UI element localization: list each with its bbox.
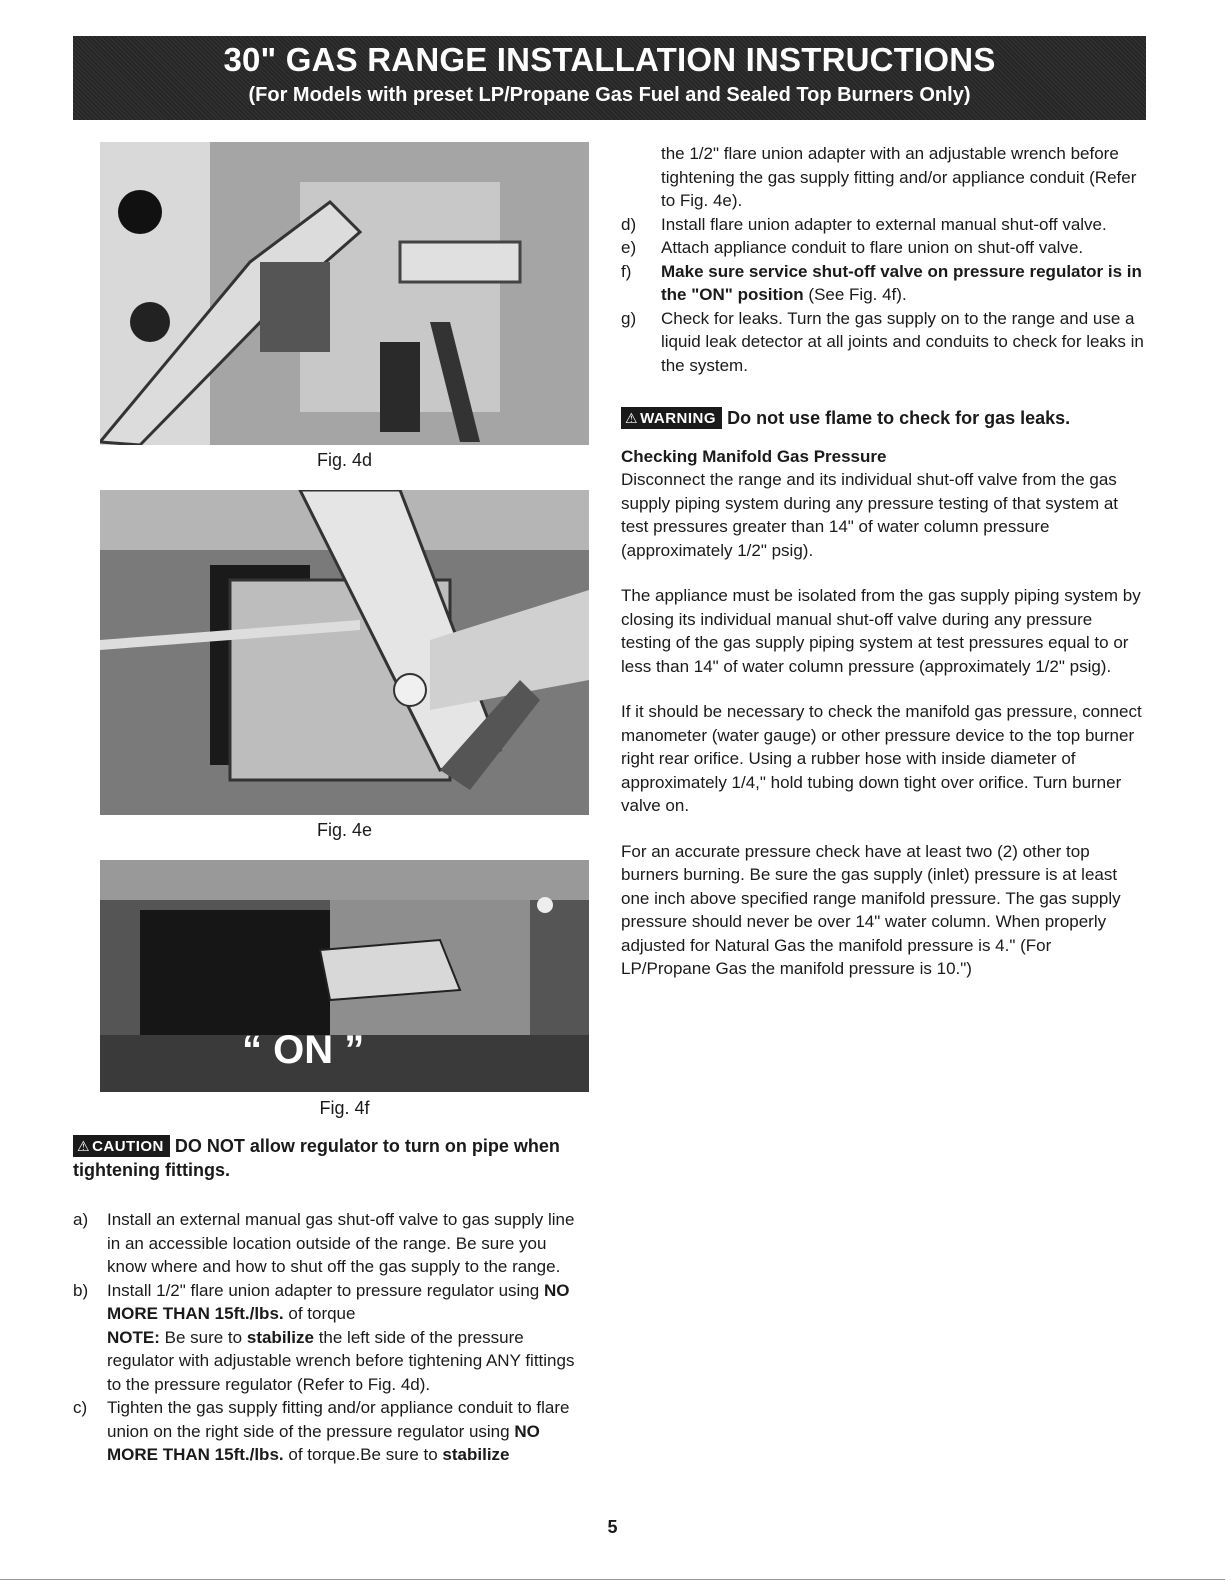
step-text: of torque [288, 1304, 356, 1323]
warning-notice [621, 407, 1144, 431]
left-column [73, 1135, 590, 1467]
step-c-continued: the 1/2" flare union adapter with an adjustable wrench before tightening the gas supply fitting and/or appliance conduit (Refer to Fig. 4e). [661, 144, 1137, 210]
manifold-paragraph: For an accurate pressure check have at least two (2) other top burners burning. Be sure the gas supply (inlet) pressure is at least one inch above specified range manifold pressure. The gas supply pressure should never be over 14" water column. When properly adjusted for Natural Gas the manifold pressure is 4." (For LP/Propane Gas the manifold pressure is 10.") [621, 841, 1121, 978]
note-text: the left side of the pressure regulator with adjustable wrench before tightening ANY fittings to the pressure regulator (Refer to Fig. 4d). [107, 1327, 575, 1394]
warning-badge-label: WARNING [640, 410, 717, 427]
step-letter: e) [621, 238, 637, 257]
note-emphasis: stabilize [246, 1327, 314, 1347]
step-letter: c) [73, 1398, 88, 1417]
warning-triangle-icon: ⚠ [625, 410, 639, 426]
page-title: 30" GAS RANGE INSTALLATION INSTRUCTIONS [223, 41, 996, 78]
page-number: 5 [607, 1517, 618, 1537]
bottom-divider [0, 1579, 1225, 1580]
step-emphasis: stabilize [442, 1445, 510, 1464]
note-label: NOTE: [107, 1327, 160, 1347]
step-text: Install flare union adapter to external manual shut-off valve. [661, 214, 1107, 234]
step-text: Tighten the gas supply fitting and/or appliance conduit to flare union on the right side of the pressure regulator using [107, 1398, 570, 1441]
manifold-paragraph: If it should be necessary to check the manifold gas pressure, connect manometer (water gauge) or other pressure device to the top burner right rear orifice. Using a rubber hose with inside diameter of approximately 1/4," hold tubing down tight over orifice. Turn burner valve on. [621, 702, 1142, 815]
step-a [73, 1208, 590, 1279]
figure-4d-photo [100, 142, 589, 445]
caution-badge [73, 1135, 170, 1157]
caution-badge-label: CAUTION [92, 1138, 164, 1155]
page-subtitle: (For Models with preset LP/Propane Gas Fuel and Sealed Top Burners Only) [248, 84, 971, 106]
figure-4f-photo [100, 860, 589, 1092]
step-e [621, 236, 1144, 260]
manifold-paragraph: The appliance must be isolated from the gas supply piping system by closing its individual manual shut-off valve during any pressure testing of the gas supply piping system at test pressures equal to or less than 14" of water column pressure (approximately 1/2" psig). [621, 586, 1141, 676]
caution-text: DO NOT allow regulator to turn on pipe when tightening fittings. [73, 1136, 560, 1180]
manifold-paragraph: Disconnect the range and its individual shut-off valve from the gas supply piping system during any pressure testing of that system at test pressures greater than 14" of water column pressure (approximately 1/2" psig). [621, 470, 1119, 560]
step-text: Install 1/2" flare union adapter to pressure regulator using [107, 1280, 540, 1300]
figure-4e-caption: Fig. 4e [316, 820, 373, 840]
note-text: Be sure to [164, 1327, 243, 1347]
header-banner [73, 36, 1146, 120]
step-f [621, 260, 1144, 307]
warning-text: Do not use flame to check for gas leaks. [727, 408, 1071, 428]
figure-4d-caption: Fig. 4d [316, 450, 373, 470]
step-letter: b) [73, 1280, 89, 1300]
section-heading: Checking Manifold Gas Pressure [621, 446, 887, 466]
step-letter: g) [621, 308, 637, 328]
right-column [621, 142, 1144, 981]
step-text: Install an external manual gas shut-off valve to gas supply line in an accessible location outside of the range. Be sure you know where and how to shut off the gas supply to the range. [107, 1210, 575, 1276]
on-position-label: “ ON ” [242, 1028, 365, 1072]
figure-4f-caption: Fig. 4f [319, 1098, 370, 1118]
figure-4e-photo [100, 490, 589, 815]
step-c [73, 1396, 590, 1467]
caution-notice [73, 1135, 590, 1182]
step-letter: f) [621, 261, 632, 281]
step-text: Check for leaks. Turn the gas supply on to the range and use a liquid leak detector at all joints and conduits to check for leaks in the system. [661, 308, 1144, 375]
step-text: (See Fig. 4f). [808, 285, 907, 304]
step-g [621, 307, 1144, 378]
step-text: Attach appliance conduit to flare union on shut-off valve. [661, 238, 1084, 257]
warning-triangle-icon: ⚠ [77, 1138, 91, 1154]
step-d [621, 213, 1144, 237]
step-letter: d) [621, 214, 637, 234]
step-text: of torque.Be sure to [288, 1445, 438, 1464]
warning-badge [621, 407, 722, 429]
step-emphasis: Make sure service shut-off valve on pressure regulator is in the "ON" position [661, 261, 1142, 304]
torque-limit: NO MORE THAN 15ft./lbs. [107, 1280, 570, 1323]
step-letter: a) [73, 1210, 89, 1229]
step-b [73, 1279, 590, 1397]
torque-limit: NO MORE THAN 15ft./lbs. [107, 1421, 540, 1464]
